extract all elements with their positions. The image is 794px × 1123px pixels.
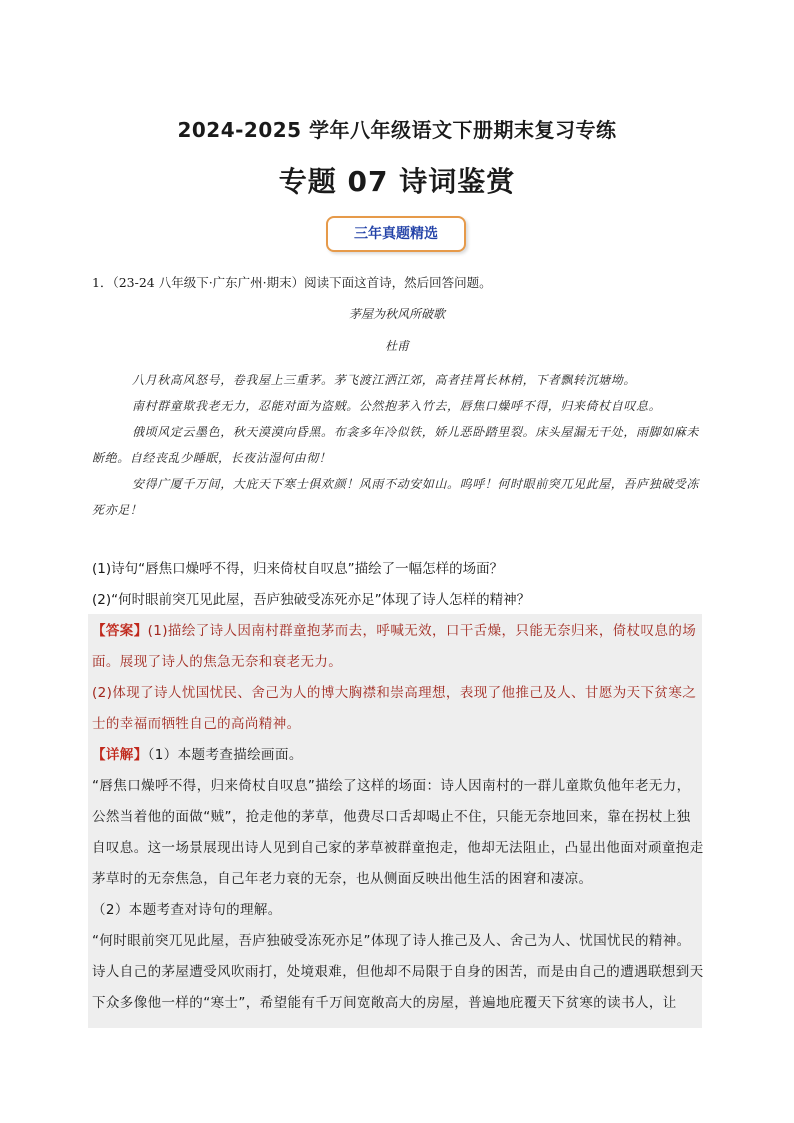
answer-2: (2)体现了诗人忧国忧民、舍己为人的博大胸襟和崇高理想，表现了他推己及人、甘愿为天下贫寒之士的幸福而牺牲自己的高尚精神。 bbox=[92, 685, 697, 732]
detail-1-head-text: （1）本题考查描绘画面。 bbox=[147, 747, 303, 763]
poem-body bbox=[92, 367, 702, 523]
poem-stanza: 安得广厦千万间，大庇天下寒士俱欢颜！风雨不动安如山。呜呼！何时眼前突兀见此屋，吾庐独破受冻死亦足！ bbox=[92, 477, 700, 517]
detail-1-head bbox=[92, 740, 704, 771]
question-stem: 1．（23-24 八年级下·广东广州·期末）阅读下面这首诗，然后回答问题。 bbox=[92, 275, 492, 290]
answer-1 bbox=[92, 616, 704, 678]
detail-1-body: “唇焦口燥呼不得，归来倚杖自叹息”描绘了这样的场面：诗人因南村的一群儿童欺负他年老无力，公然当着他的面做“贼”，抢走他的茅草，他费尽口舌却喝止不住，只能无奈地回来，靠在拐杖上独自叹息。这一场景展现出诗人见到自己家的茅草被群童抱走，他却无法阻止，凸显出他面对顽童抱走茅草时的无奈焦急，自己年老力衰的无奈，也从侧面反映出他生活的困窘和凄凉。 bbox=[92, 778, 704, 887]
document-title: 2024-2025 学年八年级语文下册期末复习专练 bbox=[177, 118, 617, 142]
poem-stanza: 八月秋高风怒号，卷我屋上三重茅。茅飞渡江洒江郊，高者挂罥长林梢，下者飘转沉塘坳。 bbox=[132, 373, 637, 387]
sub-question-1: (1)诗句“唇焦口燥呼不得，归来倚杖自叹息”描绘了一幅怎样的场面？ bbox=[92, 561, 504, 577]
answer-label: 【答案】 bbox=[92, 623, 148, 639]
detail-2-head: （2）本题考查对诗句的理解。 bbox=[92, 902, 282, 918]
detail-label: 【详解】 bbox=[92, 747, 148, 763]
answer-1-text: (1)描绘了诗人因南村群童抱茅而去，呼喊无效，口干舌燥，只能无奈归来，倚杖叹息的场面。展现了诗人的焦急无奈和衰老无力。 bbox=[92, 623, 697, 670]
section-badge: 三年真题精选 bbox=[326, 216, 466, 252]
topic-title: 专题 07 诗词鉴赏 bbox=[278, 165, 516, 198]
poem-author: 杜甫 bbox=[384, 339, 409, 353]
detail-2-body: “何时眼前突兀见此屋，吾庐独破受冻死亦足”体现了诗人推己及人、舍己为人、忧国忧民的精神。诗人自己的茅屋遭受风吹雨打，处境艰难，但他却不局限于自身的困苦，而是由自己的遭遇联想到天下众多像他一样的“寒士”，希望能有千万间宽敞高大的房屋，普遍地庇覆天下贫寒的读书人，让 bbox=[92, 933, 704, 1011]
sub-question-2: (2)“何时眼前突兀见此屋，吾庐独破受冻死亦足”体现了诗人怎样的精神？ bbox=[92, 592, 531, 608]
poem-title: 茅屋为秋风所破歌 bbox=[348, 307, 445, 321]
poem-stanza: 俄顷风定云墨色，秋天漠漠向昏黑。布衾多年冷似铁，娇儿恶卧踏里裂。床头屋漏无干处，雨脚如麻未断绝。自经丧乱少睡眠，长夜沾湿何由彻！ bbox=[92, 425, 700, 465]
poem-stanza: 南村群童欺我老无力，忍能对面为盗贼。公然抱茅入竹去，唇焦口燥呼不得，归来倚杖自叹息。 bbox=[132, 399, 662, 413]
